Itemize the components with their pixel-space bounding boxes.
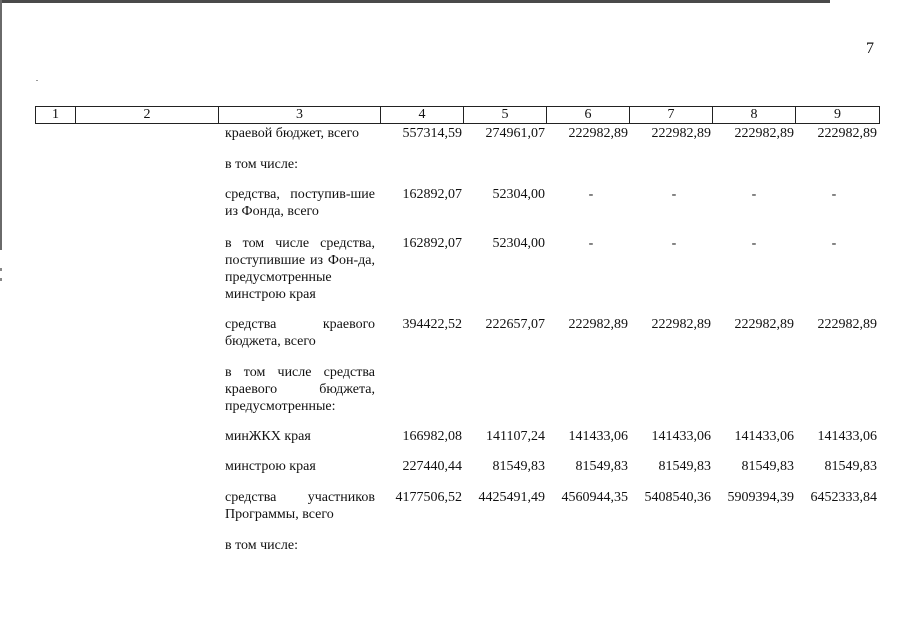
scan-left-edge <box>0 0 2 250</box>
value-col-4: 227440,44 <box>402 459 462 474</box>
value-col-7: 222982,89 <box>651 317 711 332</box>
value-col-8: - <box>751 236 757 251</box>
row-label: в том числе средства краевого бюджета, предусмотренные: <box>225 365 375 414</box>
value-col-4: 166982,08 <box>402 429 462 444</box>
value-col-4: 4177506,52 <box>395 490 462 505</box>
row-label: в том числе средства, поступившие из Фон-да, предусмотренные минстрою края <box>225 236 375 302</box>
row-label: средства краевого бюджета, всего <box>225 317 375 349</box>
page-number: 7 <box>866 40 874 57</box>
row-label: краевой бюджет, всего <box>225 126 360 141</box>
value-col-6: 4560944,35 <box>561 490 628 505</box>
header-cell-6: 6 <box>547 107 630 124</box>
value-col-8: 141433,06 <box>734 429 794 444</box>
value-col-4: 162892,07 <box>402 187 462 202</box>
value-col-9: - <box>831 187 837 202</box>
value-col-7: 5408540,36 <box>644 490 711 505</box>
value-col-5: 222657,07 <box>485 317 545 332</box>
value-col-8: 222982,89 <box>734 317 794 332</box>
value-col-6: - <box>588 187 594 202</box>
header-cell-4: 4 <box>381 107 464 124</box>
header-cell-5: 5 <box>464 107 547 124</box>
row-label: в том числе: <box>225 157 298 172</box>
value-col-7: 141433,06 <box>651 429 711 444</box>
header-cell-9: 9 <box>796 107 880 124</box>
header-cell-7: 7 <box>630 107 713 124</box>
header-cell-2: 2 <box>76 107 219 124</box>
value-col-8: 81549,83 <box>741 459 794 474</box>
value-col-6: - <box>588 236 594 251</box>
value-col-8: 222982,89 <box>734 126 794 141</box>
value-col-5: 81549,83 <box>492 459 545 474</box>
value-col-4: 394422,52 <box>402 317 462 332</box>
row-label: минЖКХ края <box>225 429 311 444</box>
row-label: в том числе: <box>225 538 298 553</box>
value-col-5: 52304,00 <box>492 187 545 202</box>
value-col-9: 6452333,84 <box>810 490 877 505</box>
scan-mark <box>0 278 2 281</box>
value-col-9: 81549,83 <box>824 459 877 474</box>
column-number-header <box>35 106 880 124</box>
value-col-9: 222982,89 <box>817 126 877 141</box>
value-col-5: 274961,07 <box>485 126 545 141</box>
value-col-6: 81549,83 <box>575 459 628 474</box>
value-col-9: 141433,06 <box>817 429 877 444</box>
header-cell-8: 8 <box>713 107 796 124</box>
scan-top-edge <box>0 0 830 3</box>
row-label: средства участников Программы, всего <box>225 490 375 522</box>
value-col-4: 557314,59 <box>402 126 462 141</box>
value-col-6: 222982,89 <box>568 317 628 332</box>
value-col-7: - <box>671 236 677 251</box>
value-col-4: 162892,07 <box>402 236 462 251</box>
row-label: средства, поступив-шие из Фонда, всего <box>225 187 375 219</box>
value-col-7: - <box>671 187 677 202</box>
value-col-7: 81549,83 <box>658 459 711 474</box>
row-label: минстрою края <box>225 459 316 474</box>
value-col-8: - <box>751 187 757 202</box>
scan-mark <box>0 268 2 271</box>
value-col-5: 4425491,49 <box>478 490 545 505</box>
value-col-5: 141107,24 <box>486 429 545 444</box>
header-cell-1: 1 <box>36 107 76 124</box>
scan-speck <box>36 80 38 81</box>
value-col-8: 5909394,39 <box>727 490 794 505</box>
header-cell-3: 3 <box>219 107 381 124</box>
value-col-9: 222982,89 <box>817 317 877 332</box>
value-col-6: 222982,89 <box>568 126 628 141</box>
value-col-7: 222982,89 <box>651 126 711 141</box>
value-col-9: - <box>831 236 837 251</box>
header-row <box>36 107 880 124</box>
value-col-5: 52304,00 <box>492 236 545 251</box>
value-col-6: 141433,06 <box>568 429 628 444</box>
